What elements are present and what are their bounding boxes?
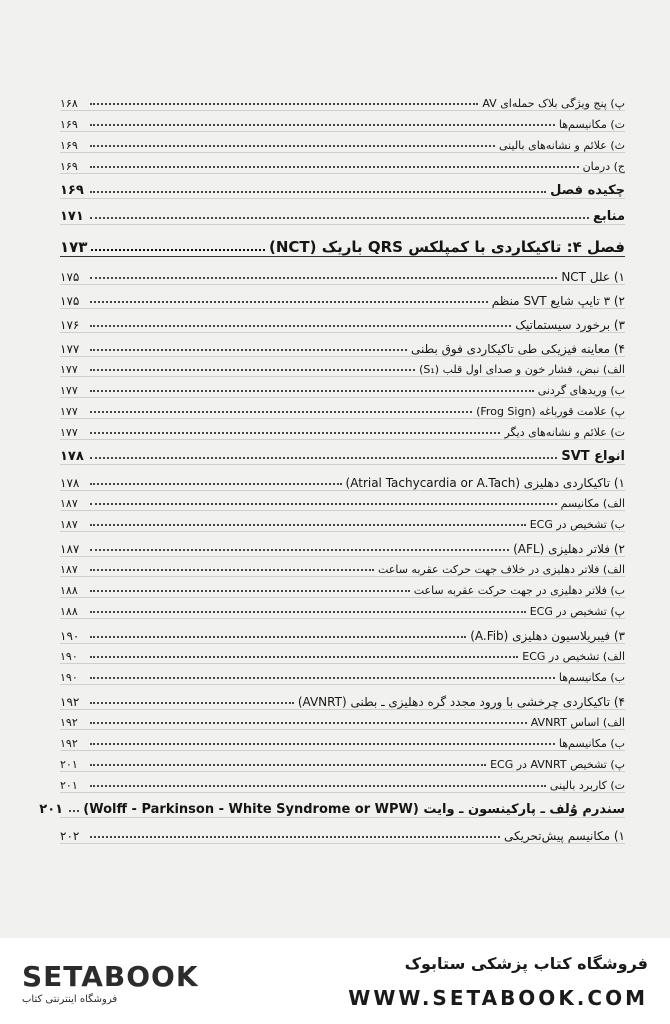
toc-entry-title: ت) مکانیسم‌ها	[558, 118, 625, 131]
toc-entry-title: منابع	[593, 209, 625, 224]
toc-page-number: ۲۰۱	[60, 758, 78, 771]
toc-page-number: ۱۷۶	[60, 318, 80, 332]
toc-entry-title: ب) مکانیسم‌ها	[558, 737, 625, 750]
toc-entry	[60, 226, 625, 257]
toc-entry-title: ت) علائم و نشانه‌های دیگر	[504, 426, 625, 439]
toc-entry	[60, 284, 625, 309]
toc-leader-dots	[90, 524, 526, 526]
toc-entry	[60, 685, 625, 710]
toc-entry-title: ۴) تاکیکاردی چرخشی با ورود مجدد گره دهلیزی ـ بطنی (AVNRT)	[297, 695, 625, 709]
toc-page-number: ۱۹۰	[60, 671, 78, 684]
toc-entry-title: الف) نبض، فشار خون و صدای اول قلب (S₁)	[419, 363, 625, 376]
toc-leader-dots	[90, 483, 342, 485]
toc-leader-dots	[90, 145, 495, 147]
toc-page-number: ۱۸۸	[60, 605, 78, 618]
toc-leader-dots	[90, 743, 555, 745]
toc-entry-title: الف) فلاتر دهلیزی در خلاف جهت حرکت عقربه ساعت	[378, 563, 625, 576]
toc-leader-dots	[90, 677, 555, 679]
toc-entry-title: الف) تشخیص در ECG	[522, 650, 625, 663]
toc-page-number: ۱۷۵	[60, 294, 80, 308]
toc-leader-dots	[91, 249, 265, 251]
toc-leader-dots	[90, 369, 415, 371]
toc-page-number: ۱۷۷	[60, 405, 78, 418]
toc-leader-dots	[90, 124, 555, 126]
toc-entry	[60, 153, 625, 174]
toc-leader-dots	[90, 785, 546, 787]
toc-entry	[60, 577, 625, 598]
toc-leader-dots	[90, 325, 511, 327]
toc-entry	[60, 466, 625, 491]
toc-page-number: ۱۷۷	[60, 384, 78, 397]
toc-entry	[60, 532, 625, 557]
toc-page-number: ۱۹۲	[60, 695, 80, 709]
toc-entry	[60, 819, 625, 844]
toc-entry	[60, 308, 625, 333]
toc-entry	[60, 332, 625, 357]
toc-page-number: ۱۸۷	[60, 542, 80, 556]
toc-entry-title: پ) تشخیص AVNRT در ECG	[490, 758, 625, 771]
toc-leader-dots	[90, 656, 518, 658]
toc-leader-dots	[90, 549, 509, 551]
shop-name: فروشگاه کتاب پزشکی ستابوک	[404, 954, 648, 973]
toc-page-number: ۱۷۸	[60, 476, 80, 490]
toc-entry-title: ث) علائم و نشانه‌های بالینی	[499, 139, 625, 152]
toc-entry-title: الف) مکانیسم	[560, 497, 625, 510]
toc-entry-title: فصل ۴: تاکیکاردی با کمپلکس QRS باریک (NCT)	[269, 238, 625, 256]
toc-entry-title: ۱) مکانیسم پیش‌تحریکی	[503, 829, 625, 843]
toc-page-number: ۱۹۲	[60, 737, 78, 750]
toc-page-number: ۱۷۷	[60, 342, 80, 356]
toc-entry	[60, 200, 625, 225]
toc-page-number: ۱۶۹	[60, 160, 78, 173]
toc-leader-dots	[90, 836, 500, 838]
toc-entry-title: ب) وریدهای گردنی	[537, 384, 625, 397]
toc-entry	[60, 772, 625, 793]
toc-leader-dots	[90, 411, 472, 413]
toc-entry-title: پ) تشخیص در ECG	[529, 605, 625, 618]
toc-entry	[60, 643, 625, 664]
toc-leader-dots	[90, 764, 486, 766]
toc-leader-dots	[90, 217, 589, 219]
toc-entry	[60, 709, 625, 730]
toc-entry-title: انواع SVT	[561, 449, 625, 464]
toc-entry	[60, 556, 625, 577]
toc-entry	[60, 174, 625, 199]
toc-entry-title: الف) اساس AVNRT	[530, 716, 625, 729]
toc-entry	[60, 90, 625, 111]
toc-entry	[60, 260, 625, 285]
toc-page-number: ۱۷۵	[60, 270, 80, 284]
toc-entry-title: ۱) تاکیکاردی دهلیزی (Atrial Tachycardia or A.Tach)	[345, 476, 625, 490]
toc-page-number: ۲۰۲	[60, 829, 80, 843]
toc-leader-dots	[90, 611, 526, 613]
toc-entry	[60, 111, 625, 132]
toc-leader-dots	[69, 810, 79, 812]
toc-leader-dots	[90, 349, 407, 351]
toc-entry-title: پ) علامت قورباغه (Frog Sign)	[476, 405, 625, 418]
toc-page-number: ۱۸۷	[60, 518, 78, 531]
logo-subtitle: فروشگاه اینترنتی کتاب	[22, 994, 118, 1005]
logo-brand-text: SETABOOK	[22, 960, 199, 993]
toc-page-number: ۱۷۷	[60, 363, 78, 376]
toc-leader-dots	[90, 191, 546, 193]
toc-entry	[60, 598, 625, 619]
toc-page-number: ۱۸۷	[60, 497, 78, 510]
toc-entry	[60, 419, 625, 440]
toc-entry-title: ۲) ۳ تایپ شایع SVT منظم	[491, 294, 625, 308]
toc-leader-dots	[90, 636, 466, 638]
toc-leader-dots	[90, 390, 534, 392]
toc-entry	[39, 793, 625, 818]
toc-entry-title: چکیده فصل	[550, 183, 625, 198]
toc-leader-dots	[90, 503, 557, 505]
store-footer	[0, 938, 670, 1024]
toc-page-number: ۱۷۷	[60, 426, 78, 439]
toc-page-number: ۲۰۱	[60, 779, 78, 792]
toc-entry-title: ۳) فیبریلاسیون دهلیزی (A.Fib)	[470, 629, 625, 643]
toc-entry	[60, 398, 625, 419]
toc-entry-title: ۲) فلاتر دهلیزی (AFL)	[513, 542, 625, 556]
toc-leader-dots	[90, 702, 294, 704]
toc-entry-title: ب) تشخیص در ECG	[529, 518, 625, 531]
toc-leader-dots	[90, 277, 557, 279]
toc-page-number: ۱۶۹	[60, 183, 84, 198]
toc-page-number: ۲۰۱	[39, 802, 64, 817]
toc-entry-title: ب) مکانیسم‌ها	[558, 671, 625, 684]
toc-leader-dots	[90, 301, 488, 303]
toc-page-number: ۱۸۸	[60, 584, 78, 597]
toc-page-number: ۱۹۲	[60, 716, 78, 729]
toc-entry	[60, 511, 625, 532]
toc-leader-dots	[90, 457, 557, 459]
toc-entry	[60, 377, 625, 398]
toc-page-number: ۱۹۰	[60, 650, 78, 663]
toc-leader-dots	[90, 166, 579, 168]
toc-leader-dots	[90, 569, 374, 571]
toc-page-number: ۱۶۹	[60, 139, 78, 152]
toc-entry-title: ۳) برخورد سیستماتیک	[515, 318, 625, 332]
toc-entry-title: ۱) علل NCT	[561, 270, 625, 284]
toc-page-number: ۱۸۷	[60, 563, 78, 576]
toc-entry-title: ۴) معاینه فیزیکی طی تاکیکاردی فوق بطنی	[411, 342, 625, 356]
toc-entry	[60, 730, 625, 751]
store-logo[interactable]	[22, 960, 252, 1012]
toc-page-number: ۱۹۰	[60, 629, 80, 643]
toc-entry-title: ب) فلاتر دهلیزی در جهت حرکت عقربه ساعت	[413, 584, 625, 597]
toc-entry	[60, 132, 625, 153]
toc-entry	[60, 664, 625, 685]
toc-entry-title: پ) پنج ویژگی بلاک حمله‌ای AV	[482, 97, 625, 110]
toc-page-number: ۱۷۳	[60, 238, 88, 256]
toc-leader-dots	[90, 432, 500, 434]
toc-entry	[60, 490, 625, 511]
toc-page-number: ۱۶۸	[60, 97, 78, 110]
toc-entry-title: ت) کاربرد بالینی	[549, 779, 625, 792]
toc-entry-title: ج) درمان	[582, 160, 625, 173]
toc-entry	[60, 440, 625, 465]
toc-page-number: ۱۶۹	[60, 118, 78, 131]
toc-entry	[60, 356, 625, 377]
shop-url[interactable]: WWW.SETABOOK.COM	[348, 986, 648, 1010]
toc-page-number: ۱۷۱	[60, 209, 84, 224]
toc-entry	[60, 619, 625, 644]
toc-page-number: ۱۷۸	[60, 449, 84, 464]
toc-leader-dots	[90, 103, 478, 105]
toc-leader-dots	[90, 722, 527, 724]
toc-entry	[60, 751, 625, 772]
toc-entry-title: سندرم وُلف ـ پارکینسون ـ وایت (Wolff - Parkinson - White Syndrome or WPW)	[83, 802, 625, 817]
toc-leader-dots	[90, 590, 410, 592]
